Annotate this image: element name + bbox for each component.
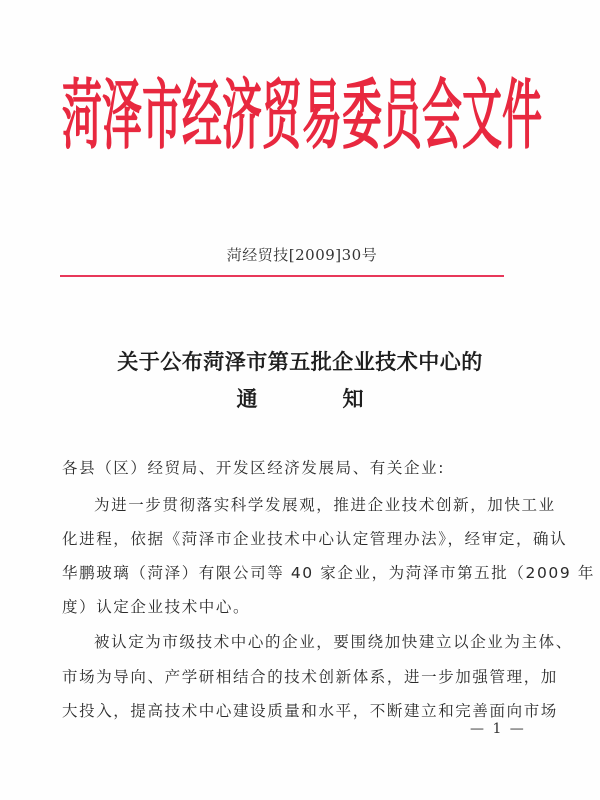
document-number-text: 菏经贸技[2009]30号 <box>226 246 378 264</box>
notice-title-line1: 关于公布菏泽市第五批企业技术中心的 <box>117 350 483 374</box>
body-line: 度）认定企业技术中心。 <box>62 598 251 616</box>
masthead-title <box>62 72 542 162</box>
masthead-char: 泽 <box>102 73 142 161</box>
body-line: 华鹏玻璃（菏泽）有限公司等 40 家企业，为菏泽市第五批（2009 年 <box>62 564 595 582</box>
masthead-char: 济 <box>222 73 262 161</box>
body-line: 市场为导向、产学研相结合的技术创新体系，进一步加强管理，加 <box>62 668 558 686</box>
masthead-char: 文 <box>462 73 502 161</box>
body-line: 大投入，提高技术中心建设质量和水平，不断建立和完善面向市场 <box>62 702 558 720</box>
body-line: 化进程，依据《菏泽市企业技术中心认定管理办法》，经审定，确认 <box>62 530 568 548</box>
masthead-char: 易 <box>302 73 342 161</box>
masthead-char: 委 <box>342 73 382 161</box>
masthead-char: 会 <box>422 73 462 161</box>
masthead-char: 菏 <box>62 73 102 161</box>
masthead-char: 市 <box>142 73 182 161</box>
masthead-char: 件 <box>502 73 542 161</box>
notice-title-line2 <box>0 383 600 413</box>
body-line: 为进一步贯彻落实科学发展观，推进企业技术创新，加快工业 <box>94 496 556 514</box>
notice-title-char-right: 知 <box>342 387 364 411</box>
document-number <box>0 244 600 265</box>
masthead-char: 员 <box>382 73 422 161</box>
masthead-char: 贸 <box>262 73 302 161</box>
notice-title-char-left: 通 <box>236 387 258 411</box>
masthead-char: 经 <box>182 73 222 161</box>
red-divider-line <box>60 275 504 277</box>
body-line: 被认定为市级技术中心的企业，要围绕加快建立以企业为主体、 <box>94 633 573 651</box>
salutation: 各县（区）经贸局、开发区经济发展局、有关企业: <box>62 459 446 477</box>
page-number: — 1 — <box>470 721 526 737</box>
